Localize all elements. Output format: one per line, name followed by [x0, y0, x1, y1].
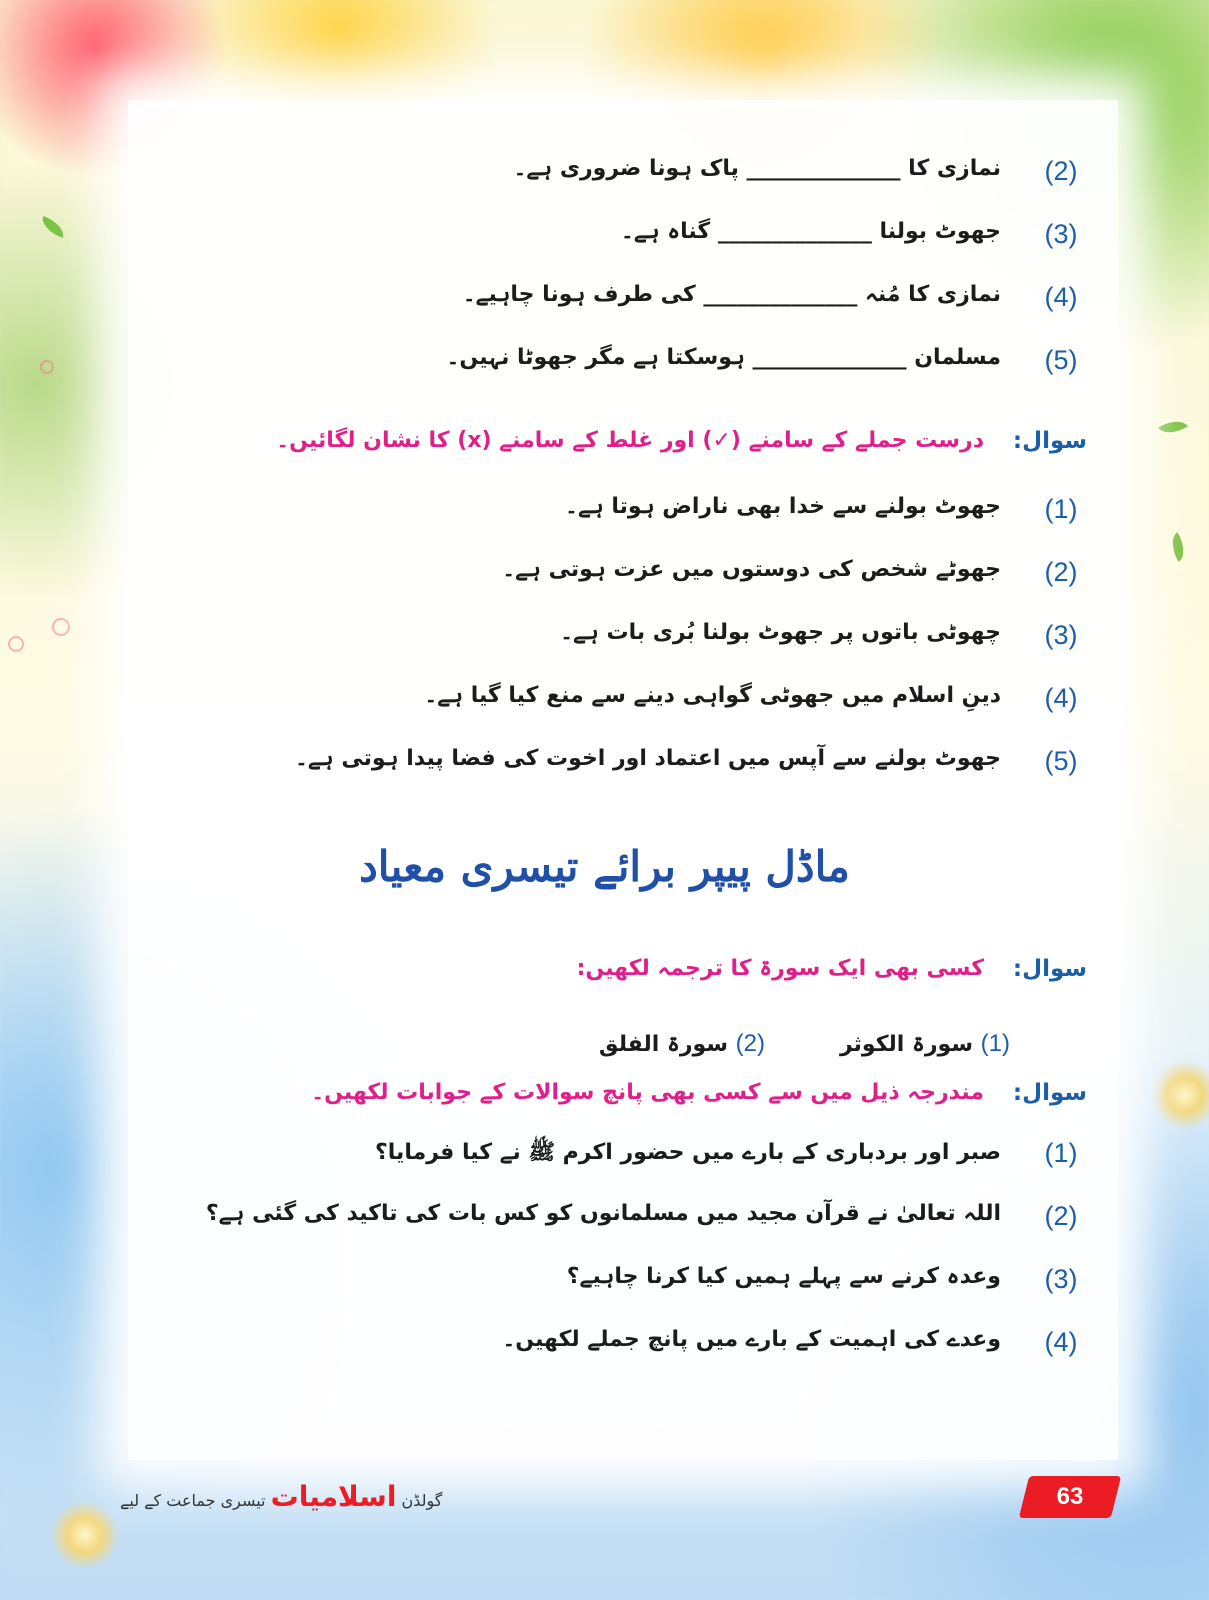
list-item	[0, 620, 1209, 660]
surah-choice-2	[599, 1030, 765, 1058]
list-item	[0, 494, 1209, 534]
footer-brand: اسلامیات	[270, 1480, 397, 1513]
list-item	[0, 746, 1209, 786]
list-item	[0, 557, 1209, 597]
list-item	[0, 345, 1209, 385]
list-item	[0, 156, 1209, 196]
choice-text: سورۃ الکوثر	[839, 1032, 973, 1057]
list-item	[0, 1138, 1209, 1178]
question-label: سوال:	[1012, 428, 1087, 454]
item-number: (3)	[1044, 1264, 1078, 1294]
item-text: جھوٹ بولنے سے آپس میں اعتماد اور اخوت کی فضا پیدا ہوتی ہے۔	[295, 746, 1001, 771]
short-answers-question	[0, 1080, 1209, 1120]
item-text: جھوٹ بولنے سے خدا بھی ناراض ہوتا ہے۔	[565, 494, 1001, 519]
question-label: سوال:	[1012, 1080, 1087, 1106]
question-text: کسی بھی ایک سورۃ کا ترجمہ لکھیں:	[576, 956, 984, 981]
item-text: چھوٹی باتوں پر جھوٹ بولنا بُری بات ہے۔	[560, 620, 1001, 645]
list-item	[0, 1201, 1209, 1241]
list-item	[0, 1327, 1209, 1367]
list-item	[0, 1264, 1209, 1304]
flower-decoration	[50, 1500, 120, 1570]
item-number: (3)	[1044, 620, 1078, 650]
page-title: ماڈل پیپر برائے تیسری معیاد	[359, 842, 850, 891]
item-number: (4)	[1044, 282, 1078, 312]
item-text: جھوٹے شخص کی دوستوں میں عزت ہوتی ہے۔	[502, 557, 1001, 582]
list-item	[0, 282, 1209, 322]
question-label: سوال:	[1012, 956, 1087, 982]
item-number: (2)	[1044, 1201, 1078, 1231]
item-number: (5)	[1044, 345, 1078, 375]
footer-suffix: تیسری جماعت کے لیے	[120, 1491, 266, 1510]
question-text: درست جملے کے سامنے (✓) اور غلط کے سامنے (x) کا نشان لگائیں۔	[276, 428, 984, 453]
item-text: وعدہ کرنے سے پہلے ہمیں کیا کرنا چاہیے؟	[566, 1264, 1001, 1289]
item-number: (2)	[1044, 557, 1078, 587]
choice-text: سورۃ الفلق	[598, 1032, 728, 1057]
surah-choice-1	[840, 1030, 1010, 1058]
question-text: مندرجہ ذیل میں سے کسی بھی پانچ سوالات کے جوابات لکھیں۔	[311, 1080, 984, 1105]
item-text: صبر اور بردباری کے بارے میں حضور اکرم ﷺ نے کیا فرمایا؟	[375, 1140, 1001, 1165]
item-number: (4)	[1044, 683, 1078, 713]
item-text: نمازی کا مُنہ ______________ کی طرف ہونا چاہیے۔	[462, 282, 1001, 307]
choice-number: (1)	[980, 1030, 1010, 1057]
book-footer	[120, 1480, 442, 1513]
page-number: 63	[1056, 1483, 1084, 1510]
item-number: (1)	[1044, 494, 1078, 524]
item-text: جھوٹ بولنا ______________ گناہ ہے۔	[620, 219, 1001, 244]
item-number: (2)	[1044, 156, 1078, 186]
choice-number: (2)	[735, 1030, 765, 1057]
list-item	[0, 683, 1209, 723]
footer-prefix: گولڈن	[401, 1491, 443, 1510]
item-text: دینِ اسلام میں جھوٹی گواہی دینے سے منع کیا گیا ہے۔	[424, 683, 1001, 708]
translation-question	[0, 956, 1209, 996]
item-text: نمازی کا ______________ پاک ہونا ضروری ہے۔	[513, 156, 1001, 181]
item-text: مسلمان ______________ ہوسکتا ہے مگر جھوٹا نہیں۔	[446, 345, 1001, 370]
item-text: وعدے کی اہمیت کے بارے میں پانچ جملے لکھیں۔	[502, 1327, 1001, 1352]
list-item	[0, 219, 1209, 259]
item-text: اللہ تعالیٰ نے قرآن مجید میں مسلمانوں کو کس بات کی تاکید کی گئی ہے؟	[205, 1201, 1001, 1226]
item-number: (1)	[1044, 1138, 1078, 1168]
item-number: (5)	[1044, 746, 1078, 776]
true-false-question	[0, 428, 1209, 468]
item-number: (4)	[1044, 1327, 1078, 1357]
item-number: (3)	[1044, 219, 1078, 249]
